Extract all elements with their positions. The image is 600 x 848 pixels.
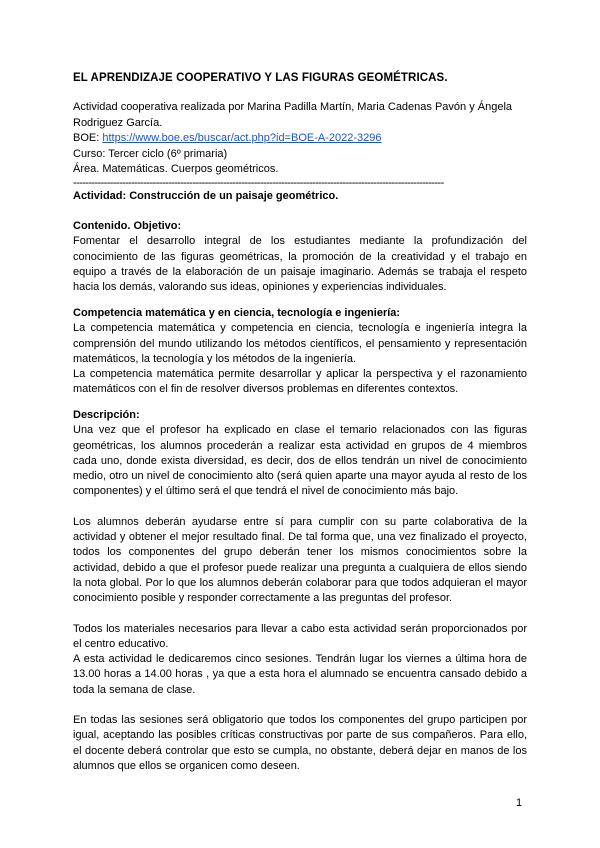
boe-label: BOE: [73, 132, 103, 144]
separator-line: ------------------------------------------------------------------------------------------------------------------------- [73, 177, 444, 188]
descripcion-paragraph-3: Todos los materiales necesarios para llevar a cabo esta actividad serán proporcionados por el centro educativo. [73, 622, 527, 650]
descripcion-heading: Descripción: [73, 409, 140, 421]
document-title: EL APRENDIZAJE COOPERATIVO Y LAS FIGURAS GEOMÉTRICAS. [73, 72, 448, 84]
competencia-heading: Competencia matemática y en ciencia, tecnología e ingeniería: [73, 307, 401, 319]
contenido-text: Fomentar el desarrollo integral de los estudiantes mediante la profundización del conocimiento de las figuras geométricas, la promoción de la creatividad y el trabajo en equipo a través de la elaboración de un paisaje imaginario. Además se trabaja el respeto hacia los demás, valorando sus ideas, opiniones y experiencias individuales. [73, 235, 527, 294]
competencia-text-1: La competencia matemática y competencia en ciencia, tecnología e ingeniería integra la comprensión del mundo utilizando los métodos científicos, el pensamiento y representación matemáticos, la tecnología y los métodos de la ingeniería. [73, 322, 527, 365]
competencia-text-2: La competencia matemática permite desarrollar y aplicar la perspectiva y el razonamiento matemáticos con el fin de resolver diversos problemas en diferentes contextos. [73, 368, 527, 396]
curso-text: Curso: Tercer ciclo (6º primaria) [73, 147, 228, 160]
competencia-section [73, 306, 527, 398]
boe-line [73, 131, 527, 147]
page-number: 1 [516, 797, 523, 809]
area-text: Área. Matemáticas. Cuerpos geométricos. [73, 163, 279, 175]
activity-title: Actividad: Construcción de un paisaje geométrico. [73, 190, 339, 202]
descripcion-section [73, 408, 527, 774]
descripcion-paragraph-5: En todas las sesiones será obligatorio que todos los componentes del grupo participen por igual, aceptando las posibles críticas constructivas por parte de sus compañeros. Para ello, el docente deberá controlar que esto se cumpla, no obstante, deberá dejar en manos de los alumnos que ellos se organicen como deseen. [73, 714, 527, 772]
activity-info [73, 100, 527, 188]
authors-text: Actividad cooperativa realizada por Marina Padilla Martín, Maria Cadenas Pavón y Ángela Rodriguez García. [73, 101, 513, 129]
descripcion-paragraph-1: Una vez que el profesor ha explicado en clase el temario relacionados con las figuras geométricas, los alumnos procederán a realizar esta actividad en grupos de 4 miembros cada uno, donde exista diversidad, es decir, dos de ellos tendrán un nivel de conocimiento medio, otro un nivel de conocimiento alto (será quien aparte una mayor ayuda al resto de los componentes) y el último será el que tendrá el nivel de conocimiento más bajo. [73, 424, 527, 498]
contenido-heading: Contenido. Objetivo: [73, 220, 182, 232]
contenido-section [73, 219, 527, 295]
descripcion-paragraph-2: Los alumnos deberán ayudarse entre sí para cumplir con su parte colaborativa de la actividad y obtener el mejor resultado final. De tal forma que, una vez finalizado el proyecto, todos los componentes del grupo deberán tener los mismos conocimientos sobre la actividad, debido a que el profesor puede realizar una pregunta a cualquiera de ellos siendo la nota global. Por lo que los alumnos deberán colaborar para que todos adquieran el mayor conocimiento posible y responder correctamente a las preguntas del profesor. [73, 515, 527, 605]
descripcion-paragraph-4: A esta actividad le dedicaremos cinco sesiones. Tendrán lugar los viernes a última hora de 13.00 horas a 14.00 horas , ya que a esta hora el alumnado se encuentra cansado debido a toda la semana de clase. [73, 653, 527, 696]
boe-link[interactable]: https://www.boe.es/buscar/act.php?id=BOE-A-2022-3296 [102, 132, 382, 144]
